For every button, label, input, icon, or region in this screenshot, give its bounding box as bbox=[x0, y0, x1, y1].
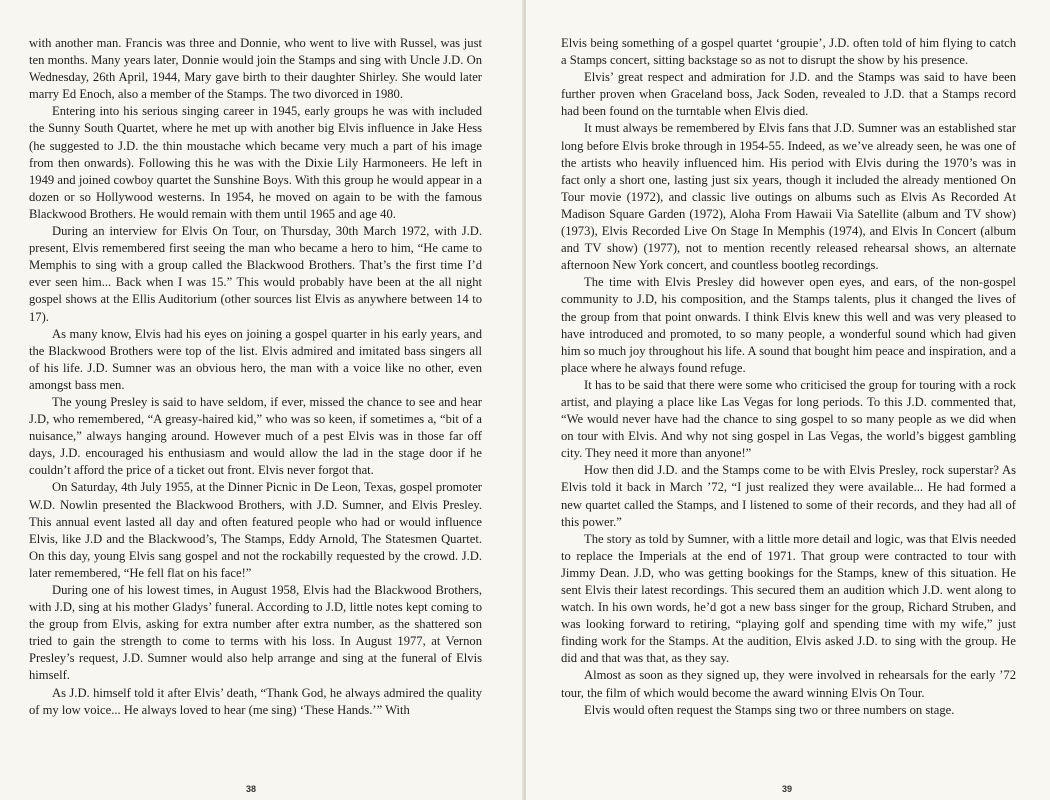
page-number: 39 bbox=[782, 784, 793, 794]
paragraph: How then did J.D. and the Stamps come to be with Elvis Presley, rock superstar? As Elvis told it back in March ’72, “I just realized they were available... He had formed a new quartet called the Stamps, and I listened to some of their records, and they had all of this power.” bbox=[561, 463, 1016, 529]
paragraph: During one of his lowest times, in August 1958, Elvis had the Blackwood Brothers, with J.D, sing at his mother Gladys’ funeral. According to J.D, little notes kept coming to the group from Elvis, asking for extra number after extra number, as the shattered son tried to gain the strength to come to terms with his loss. In August 1977, at Vernon Presley’s request, J.D. Sumner would also help arrange and sing at the funeral of Elvis himself. bbox=[29, 583, 482, 683]
paragraph: Elvis would often request the Stamps sing two or three numbers on stage. bbox=[584, 702, 955, 717]
paragraph: Almost as soon as they signed up, they were involved in rehearsals for the early ’72 tour, the film of which would become the award winning Elvis On Tour. bbox=[561, 668, 1016, 700]
right-page bbox=[526, 0, 1050, 800]
paragraph: On Saturday, 4th July 1955, at the Dinner Picnic in De Leon, Texas, gospel promoter W.D. Nowlin presented the Blackwood Brothers, with J.D. Sumner, and Elvis Presley. This annual event lasted all day and often featured people who had or would influence Elvis, like J.D and the Blackwood’s, The Stamps, Eddy Arnold, The Statesmen Quartet. On this day, young Elvis sang gospel and not the rockabilly requested by the crowd. J.D. later remembered, “He fell flat on his face!” bbox=[29, 480, 482, 580]
paragraph: As many know, Elvis had his eyes on joining a gospel quarter in his early years, and the Blackwood Brothers were top of the list. Elvis admired and imitated bass singers all of his life. J.D. Sumner was an obvious hero, the man with a voice like no other, even amongst bass men. bbox=[29, 326, 482, 392]
paragraph: As J.D. himself told it after Elvis’ death, “Thank God, he always admired the quality of my low voice... He always loved to hear (me sing) ‘These Hands.’” With bbox=[29, 685, 482, 717]
paragraph: Elvis being something of a gospel quartet ‘groupie’, J.D. often told of him flying to catch a Stamps concert, sitting backstage so as not to disrupt the show by his presence. bbox=[561, 36, 1016, 68]
paragraph: Elvis’ great respect and admiration for J.D. and the Stamps was said to have been further proven when Graceland boss, Jack Soden, revealed to J.D. that a Stamps record had been found on the turntable when Elvis died. bbox=[561, 70, 1016, 119]
left-page-body bbox=[29, 35, 482, 719]
paragraph: The young Presley is said to have seldom, if ever, missed the chance to see and hear J.D, who remembered, “A greasy-haired kid,” who was so keen, if sometimes a, “bit of a nuisance,” always hanging around. However much of a pest Elvis was in those far off days, J.D. encouraged his enthusiasm and would allow the lad in the stage door if he couldn’t afford the price of a ticket out front. Elvis never forgot that. bbox=[29, 394, 482, 478]
paragraph: The time with Elvis Presley did however open eyes, and ears, of the non-gospel community to J.D, his composition, and the Stamps talents, plus it changed the lives of the group from that point onwards. I think Elvis knew this well and was very pleased to have introduced and promoted, to so many people, a wonderful sound which had given him so much joy throughout his life. A sound that bought him peace and inspiration, and a place where he always found refuge. bbox=[561, 275, 1016, 375]
paragraph: It has to be said that there were some who criticised the group for touring with a rock artist, and playing a place like Las Vegas for long periods. To this J.D. commented that, “We would never have had the chance to sing gospel to so many people as we did when on tour with Elvis. And why not sing gospel in Las Vegas, the world’s biggest gambling city. They need it more than anyone!” bbox=[561, 377, 1016, 461]
paragraph: with another man. Francis was three and Donnie, who went to live with Russel, was just ten months. Many years later, Donnie would join the Stamps and sing with Uncle J.D. On Wednesday, 26th April, 1944, Mary gave birth to their daughter Shirley. She would later marry Ed Enoch, also a member of the Stamps. The two divorced in 1980. bbox=[29, 36, 482, 102]
paragraph: It must always be remembered by Elvis fans that J.D. Sumner was an established star long before Elvis broke through in 1954-55. Indeed, as we’ve already seen, he was one of the artists who heavily influenced him. His period with Elvis during the 1970’s was in fact only a short one, lasting just six years, though it included the already mentioned On Tour movie (1972), and classic live outings on albums such as Elvis As Recorded At Madison Square Garden (1972), Aloha From Hawaii Via Satellite (album and TV show) (1973), Elvis Recorded Live On Stage In Memphis (1974), and Elvis In Concert (album and TV show) (1977), not to mention recently released rehearsal shows, an alternate afternoon New York concert, and countless bootleg recordings. bbox=[561, 121, 1016, 273]
right-page-body bbox=[561, 35, 1016, 719]
paragraph: Entering into his serious singing career in 1945, early groups he was with included the Sunny South Quartet, where he met up with another big Elvis influence in Jake Hess (he suggested to J.D. the thin moustache which became very much a part of his image from then onwards). Following this he was with the Dixie Lily Harmoneers. He left in 1949 and joined cowboy quartet the Sunshine Boys. With this group he would appear in a dozen or so Hollywood westerns. In 1954, he moved on again to be with the famous Blackwood Brothers. He would remain with them until 1965 and age 40. bbox=[29, 104, 482, 221]
page-number: 38 bbox=[246, 784, 257, 794]
paragraph: The story as told by Sumner, with a little more detail and logic, was that Elvis needed to replace the Imperials at the end of 1971. That group were contracted to tour with Jimmy Dean. J.D, who was getting bookings for the Stamps, knew of this situation. He sent Elvis their latest recordings. This secured them an audition which J.D. went along to watch. In his own words, he’d got a new bass singer for the group, Richard Struben, and was looking forward to retiring, “playing golf and spending time with my wife,” just finding work for the Stamps. At the audition, Elvis asked J.D. to sing with the group. He did and that was that, as they say. bbox=[561, 531, 1016, 666]
paragraph: During an interview for Elvis On Tour, on Thursday, 30th March 1972, with J.D. present, Elvis remembered first seeing the man who became a hero to him, “He came to Memphis to sing with a group called the Blackwood Brothers. That’s the first time I’d ever seen him... Back when I was 15.” This would probably have been at the all night gospel shows at the Ellis Auditorium (other sources list Elvis as anywhere between 14 to 17). bbox=[29, 224, 482, 324]
left-page bbox=[0, 0, 524, 800]
